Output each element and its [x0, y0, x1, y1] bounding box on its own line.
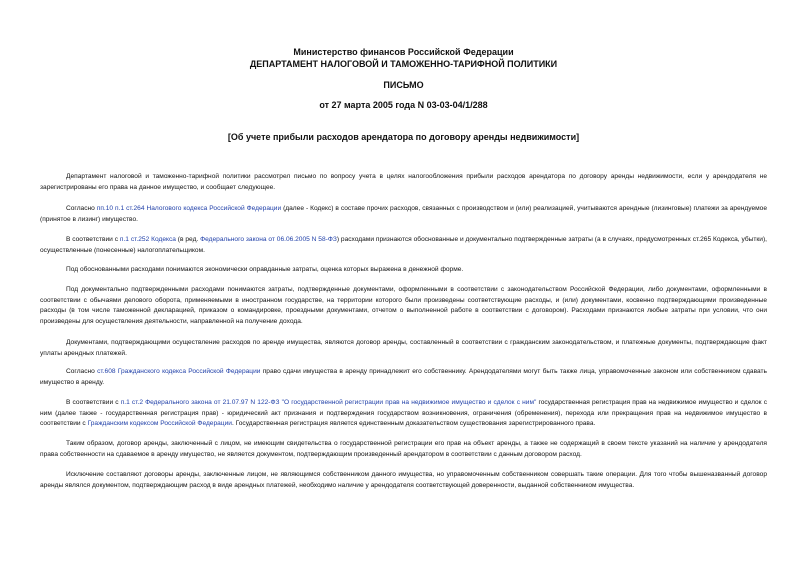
paragraph-6-text: Документами, подтверждающими осуществление расходов по аренде имущества, являются договор аренды, составленный в соответствии с гражданским законодательством, и платежные документы, подтверждающие факт уплаты арендных платежей.: [40, 339, 767, 357]
paragraph-1: [40, 172, 767, 193]
paragraph-8-text-a: В соответствии с: [66, 399, 121, 406]
paragraph-8-text-c: . Государственная регистрация является единственным доказательством существования зарегистрированного права.: [231, 420, 596, 428]
paragraph-7-text-a: Согласно: [66, 368, 98, 375]
paragraph-9: [40, 439, 767, 460]
link-civil-code[interactable]: Гражданским кодексом Российской Федерации: [87, 420, 232, 428]
paragraph-6: [40, 338, 767, 359]
paragraph-3-text-b: (в ред.: [175, 236, 201, 243]
paragraph-5-text: Под документально подтвержденными расходами понимаются затраты, подтвержденные документами, оформленными в соответствии с законодательством Российской Федерации, либо документами, оформленными в соответствии с обычаями делового оборота, применяемыми в иностранном государстве, на территории которого были произведены соответствующие расходы, и (или) документами, косвенно подтверждающими произведенные расходы (в том числе таможенной декларацией, приказом о командировке, проездными документами, отчетом о выполненной работе в соответствии с договором). Расходами признаются любые затраты при условии, что они произведены для осуществления деятельности, направленной на получение дохода.: [40, 286, 767, 325]
paragraph-3-text-a: В соответствии с: [66, 236, 120, 243]
document-subject: [Об учете прибыли расходов арендатора по договору аренды недвижимости]: [227, 132, 580, 142]
paragraph-2-text-b: (далее - Кодекс) в составе прочих расходов, связанных с производством и (или) реализацией, учитываются арендные (лизинговые) платежи за арендуемое (принятое в лизинг) имущество.: [40, 205, 767, 223]
paragraph-4-text: Под обоснованными расходами понимаются экономически оправданные затраты, оценка которых выражена в денежной форме.: [66, 266, 464, 273]
paragraph-8: [40, 398, 767, 430]
link-federal-law-122[interactable]: п.1 ст.2 Федерального закона от 21.07.97 N 122-ФЗ "О государственной регистрации прав на недвижимое имущество и сделок с ним": [120, 399, 537, 406]
paragraph-2-text-a: Согласно: [66, 205, 97, 212]
paragraph-2: [40, 204, 767, 225]
paragraph-1-text: Департамент налоговой и таможенно-тарифной политики рассмотрел письмо по вопросу учета в целях налогообложения прибыли расходов арендатора по договору аренды недвижимости, если у арендодателя не зарегистрированы его права на данное имущество, и сообщает следующее.: [40, 173, 767, 191]
paragraph-4: [40, 265, 767, 276]
paragraph-9-text: Таким образом, договор аренды, заключенный с лицом, не имеющим свидетельства о государственной регистрации его прав на объект аренды, а также не содержащий в своем тексте указаний на наличие у арендодателя права собственности на сдаваемое в аренду имущество, не является документом, подтверждающим произведенный арендатором в соответствии с данным договором расход.: [40, 440, 767, 458]
paragraph-7-text-b: право сдачи имущества в аренду принадлежит его собственнику. Арендодателями могут быть также лица, управомоченные законом или собственником сдавать имущество в аренду.: [40, 368, 767, 386]
paragraph-7: [40, 367, 767, 388]
ministry-title: Министерство финансов Российской Федерации: [293, 47, 514, 57]
paragraph-3: [40, 235, 767, 256]
paragraph-3-text-c: ) расходами признаются обоснованные и документально подтвержденные затраты (а в случаях, предусмотренных ст.265 Кодекса, убытки), осуществленные (понесенные) налогоплательщиком.: [40, 236, 767, 254]
paragraph-5: [40, 285, 767, 327]
paragraph-10-text: Исключение составляют договоры аренды, заключенные лицом, не являющимся собственником данного имущества, но управомоченным собственником совершать такие операции. Для того чтобы вышеназванный договор аренды являлся документом, подтверждающим расход в виде арендных платежей, необходимо наличие у арендодателя соответствующей доверенности, выданной собственником имущества.: [40, 471, 767, 489]
link-federal-law-58[interactable]: Федерального закона от 06.06.2005 N 58-ФЗ: [200, 236, 337, 243]
link-tax-code-264[interactable]: пп.10 п.1 ст.264 Налогового кодекса Российской Федерации: [96, 205, 282, 212]
link-civil-code-608[interactable]: ст.608 Гражданского кодекса Российской Федерации: [97, 368, 261, 375]
paragraph-10: [40, 470, 767, 491]
document-type: ПИСЬМО: [383, 80, 424, 90]
document-date-number: от 27 марта 2005 года N 03-03-04/1/288: [319, 100, 488, 110]
link-tax-code-252[interactable]: п.1 ст.252 Кодекса: [119, 236, 176, 243]
department-title: ДЕПАРТАМЕНТ НАЛОГОВОЙ И ТАМОЖЕННО-ТАРИФНОЙ ПОЛИТИКИ: [249, 59, 558, 69]
paragraph-8-text-b: государственная регистрация прав на недвижимое имущество и сделок с ним (далее также - государственная регистрация прав) - юридический акт признания и подтверждения государством возникновения, ограничения (обременения), перехода или прекращения прав на недвижимое имущество в соответствии с: [40, 399, 767, 428]
